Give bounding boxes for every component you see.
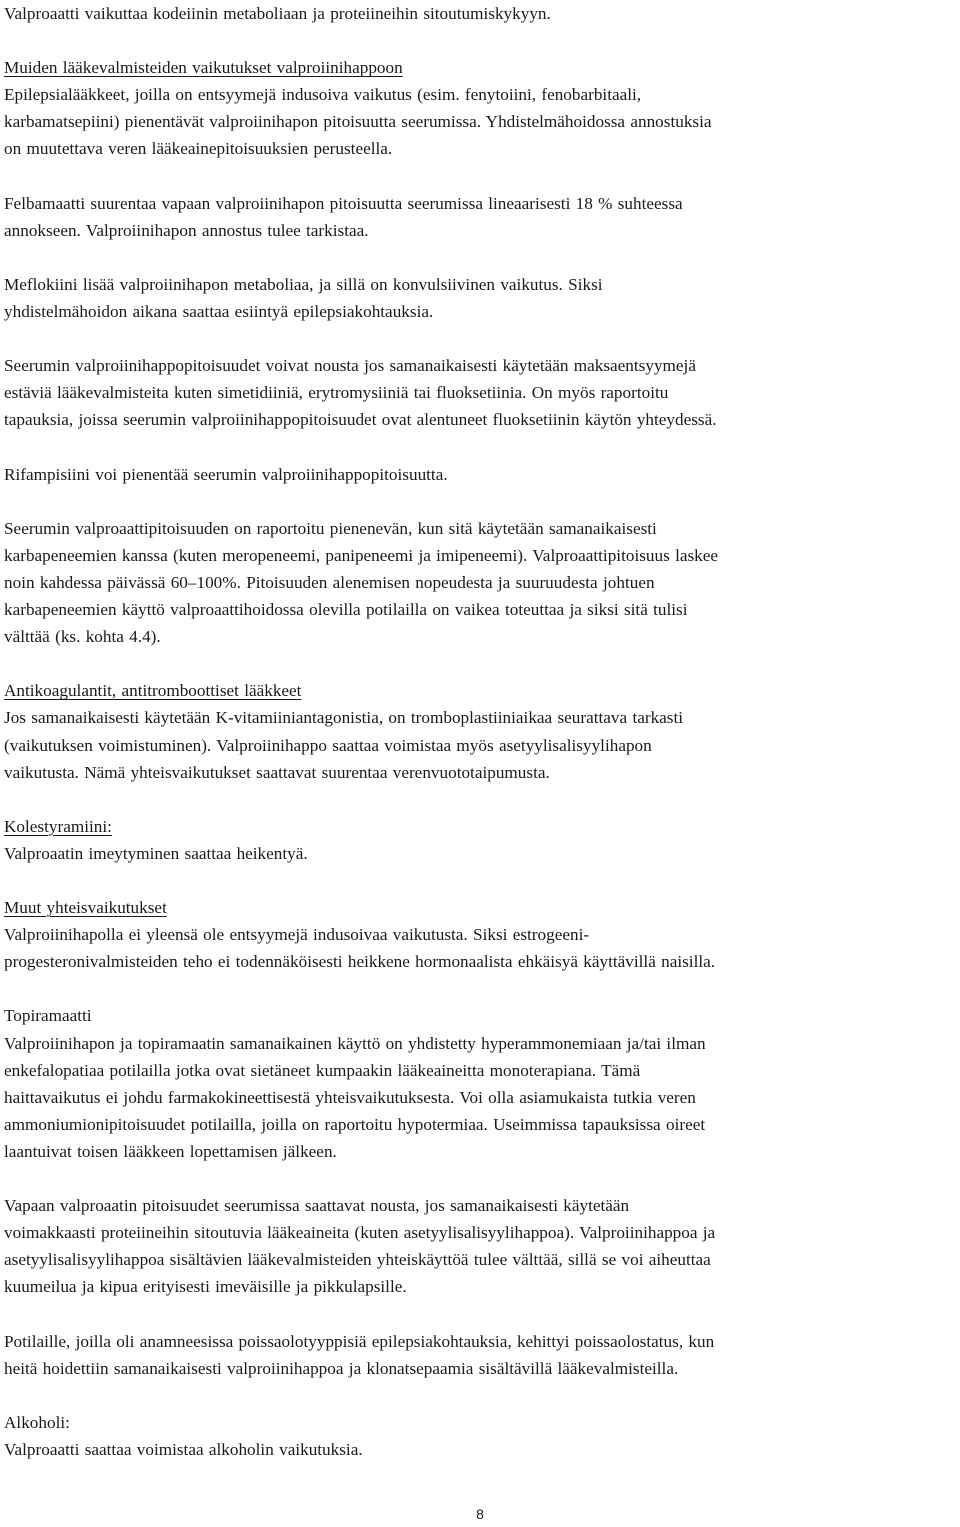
section-heading: Topiramaatti [4, 1006, 92, 1026]
section-heading: Kolestyramiini: [4, 816, 112, 836]
text-line: enkefalopatiaa potilailla jotka ovat sietäneet kumpaakin lääkeaineitta monoterapiana. Tämä [4, 1060, 641, 1080]
text-line: Valproaatti vaikuttaa kodeiinin metaboliaan ja proteiineihin sitoutumiskykyyn. [4, 4, 551, 23]
text-line: heitä hoidettiin samanaikaisesti valproiinihappoa ja klonatsepaamia sisältävillä lääkevalmisteilla. [4, 1358, 679, 1378]
text-line: (vaikutuksen voimistuminen). Valproiinihappo saattaa voimistaa myös asetyylisalisyylihapon [4, 735, 652, 755]
section-heading: Antikoagulantit, antitromboottiset lääkkeet [4, 681, 302, 701]
paragraph-felbamate [4, 190, 956, 244]
text-line: Jos samanaikaisesti käytetään K-vitamiiniantagonistia, on tromboplastiiniaikaa seurattava tarkasti [4, 708, 684, 728]
text-line: Valproaatin imeytyminen saattaa heikentyä. [4, 843, 308, 863]
text-line: laantuivat toisen lääkkeen lopettamisen jälkeen. [4, 1141, 337, 1161]
section-other-interactions [4, 894, 956, 975]
text-line: Valproaatti saattaa voimistaa alkoholin vaikutuksia. [4, 1439, 363, 1459]
text-line: estäviä lääkevalmisteita kuten simetidiiniä, erytromysiiniä tai fluoksetiinia. On myös raportoitu [4, 383, 669, 403]
paragraph-carbapenems [4, 515, 956, 650]
text-line: Felbamaatti suurentaa vapaan valproiinihapon pitoisuutta seerumissa lineaarisesti 18 % suhteessa [4, 193, 683, 213]
section-alcohol [4, 1409, 956, 1463]
text-line: voimakkaasti proteiineihin sitoutuvia lääkeaineita (kuten asetyylisalisyylihappoa). Valproiinihappoa ja [4, 1223, 716, 1243]
section-heading: Muut yhteisvaikutukset [4, 898, 167, 918]
text-line: ammoniumionipitoisuudet potilailla, joilla on raportoitu hypotermiaa. Useimmissa tapauksissa oireet [4, 1114, 706, 1134]
text-line: kuumeilua ja kipua erityisesti imeväisille ja pikkulapsille. [4, 1277, 407, 1297]
text-line: Potilaille, joilla oli anamneesissa poissaolotyyppisiä epilepsiakohtauksia, kehittyi poissaolostatus, kun [4, 1331, 715, 1351]
section-heading: Muiden lääkevalmisteiden vaikutukset valproiinihappoon [4, 58, 403, 78]
text-line: karbamatsepiini) pienentävät valproiinihapon pitoisuutta seerumissa. Yhdistelmähoidossa annostuksia [4, 112, 712, 132]
text-line: on muutettava veren lääkeainepitoisuuksien perusteella. [4, 139, 393, 159]
paragraph-absence-status [4, 1328, 956, 1382]
document-page [4, 0, 956, 1463]
text-line: annokseen. Valproiinihapon annostus tulee tarkistaa. [4, 220, 369, 240]
text-line: vaikutusta. Nämä yhteisvaikutukset saattavat suurentaa verenvuototaipumusta. [4, 762, 550, 782]
text-line: karbapeneemien kanssa (kuten meropeneemi, panipeneemi ja imipeneemi). Valproaattipitoisuus laskee [4, 545, 719, 565]
paragraph-mefloquine [4, 271, 956, 325]
section-cholestyramine [4, 813, 956, 867]
text-line: noin kahdessa päivässä 60–100%. Pitoisuuden alenemisen nopeudesta ja suuruudesta johtuen [4, 572, 655, 592]
paragraph-free-valproate [4, 1192, 956, 1300]
text-line: Valproiinihapolla ei yleensä ole entsyymejä indusoivaa vaikutusta. Siksi estrogeeni- [4, 925, 590, 945]
text-line: asetyylisalisyylihappoa sisältävien lääkevalmisteiden yhteiskäyttöä tulee välttää, sillä se voi aiheuttaa [4, 1250, 711, 1270]
section-anticoagulants [4, 677, 956, 785]
page-number: 8 [476, 1506, 484, 1522]
text-line: välttää (ks. kohta 4.4). [4, 627, 161, 647]
text-line: karbapeneemien käyttö valproaattihoidossa olevilla potilailla on vaikea toteuttaa ja siksi sitä tulisi [4, 600, 688, 620]
paragraph-enzyme-inhibitors [4, 352, 956, 433]
paragraph-rifampicin [4, 461, 956, 488]
text-line: Meflokiini lisää valproiinihapon metaboliaa, ja sillä on konvulsiivinen vaikutus. Siksi [4, 274, 603, 294]
text-line: tapauksia, joissa seerumin valproiinihappopitoisuudet ovat alentuneet fluoksetiinin käytön yhteydessä. [4, 410, 717, 430]
paragraph-codeine [4, 0, 956, 27]
text-line: progesteronivalmisteiden teho ei todennäköisesti heikkene hormonaalista ehkäisyä käyttävillä naisilla. [4, 952, 716, 972]
text-line: Seerumin valproaattipitoisuuden on raportoitu pienenevän, kun sitä käytetään samanaikaisesti [4, 518, 657, 538]
section-other-drugs [4, 54, 956, 162]
text-line: Vapaan valproaatin pitoisuudet seerumissa saattavat nousta, jos samanaikaisesti käytetään [4, 1196, 630, 1216]
text-line: Rifampisiini voi pienentää seerumin valproiinihappopitoisuutta. [4, 464, 448, 484]
text-line: Valproiinihapon ja topiramaatin samanaikainen käyttö on yhdistetty hyperammonemiaan ja/tai ilman [4, 1033, 706, 1053]
text-line: yhdistelmähoidon aikana saattaa esiintyä epilepsiakohtauksia. [4, 302, 434, 322]
text-line: haittavaikutus ei johdu farmakokineettisestä yhteisvaikutuksesta. Voi olla asiamukaista tutkia veren [4, 1087, 696, 1107]
text-line: Epilepsialääkkeet, joilla on entsyymejä indusoiva vaikutus (esim. fenytoiini, fenobarbitaali, [4, 85, 642, 105]
section-heading: Alkoholi: [4, 1412, 70, 1432]
text-line: Seerumin valproiinihappopitoisuudet voivat nousta jos samanaikaisesti käytetään maksaentsyymejä [4, 356, 696, 376]
section-topiramate [4, 1002, 956, 1165]
